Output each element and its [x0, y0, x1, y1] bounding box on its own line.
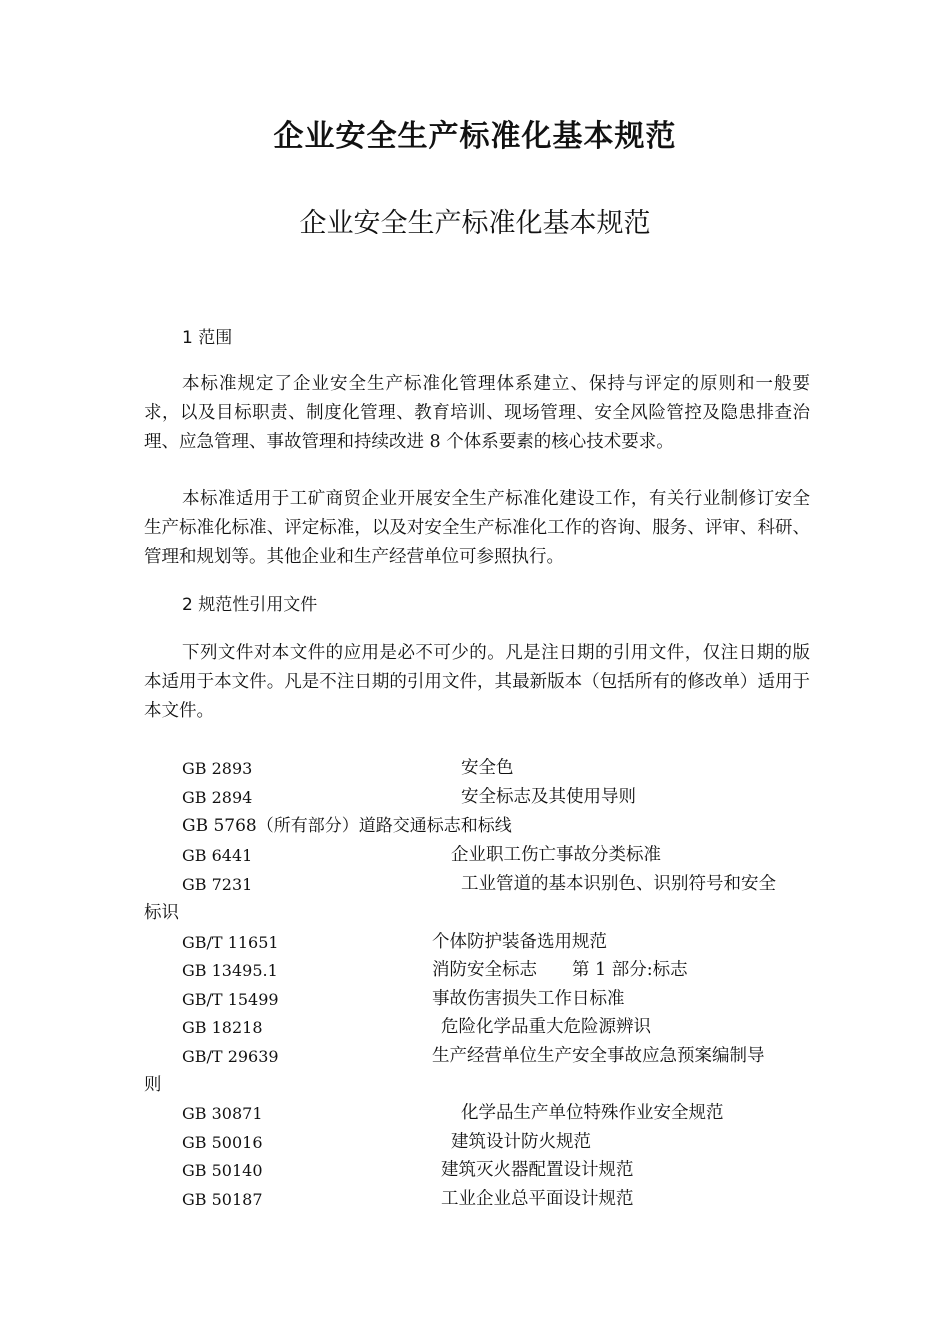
reference-code: GB 13495.1 [182, 961, 278, 980]
reference-item [182, 1156, 810, 1185]
reference-item [182, 928, 810, 957]
reference-item [182, 985, 810, 1014]
reference-title: 安全标志及其使用导则 [461, 787, 636, 807]
reference-code: GB/T 15499 [182, 990, 279, 1009]
document-subtitle: 企业安全生产标准化基本规范 [299, 208, 651, 239]
reference-code: GB 5768（所有部分）道路交通标志和标线 [182, 816, 512, 836]
reference-item [182, 1013, 810, 1042]
reference-code: GB 30871 [182, 1104, 263, 1123]
section-1-paragraph-2: 本标准适用于工矿商贸企业开展安全生产标准化建设工作，有关行业制修订安全生产标准化标准、评定标准，以及对安全生产标准化工作的咨询、服务、评审、科研、管理和规划等。其他企业和生产经营单位可参照执行。 [144, 489, 810, 567]
reference-code: GB/T 11651 [182, 933, 279, 952]
reference-item [182, 956, 810, 985]
reference-title: 危险化学品重大危险源辨识 [441, 1017, 651, 1037]
reference-title: 事故伤害损失工作日标准 [432, 989, 625, 1009]
reference-code: GB 6441 [182, 846, 253, 865]
reference-title: 化学品生产单位特殊作业安全规范 [461, 1103, 724, 1123]
reference-code: GB 7231 [182, 875, 253, 894]
reference-code: GB 50187 [182, 1190, 263, 1209]
reference-code: GB 50140 [182, 1161, 263, 1180]
reference-title: 工业管道的基本识别色、识别符号和安全 [461, 874, 776, 894]
reference-code: GB 2894 [182, 788, 253, 807]
reference-code: GB 18218 [182, 1018, 263, 1037]
reference-title: 个体防护装备选用规范 [432, 932, 607, 952]
reference-item [182, 841, 810, 870]
reference-title: 安全色 [461, 758, 514, 778]
reference-title: 建筑灭火器配置设计规范 [441, 1160, 634, 1180]
reference-item [182, 1042, 810, 1071]
reference-item [182, 812, 810, 841]
section-1-paragraph-1: 本标准规定了企业安全生产标准化管理体系建立、保持与评定的原则和一般要求，以及目标职责、制度化管理、教育培训、现场管理、安全风险管控及隐患排查治理、应急管理、事故管理和持续改进 8 个体系要素的核心技术要求。 [144, 374, 810, 452]
reference-title-continuation: 标识 [144, 903, 179, 923]
reference-title-continuation: 则 [144, 1075, 162, 1095]
section-2-paragraph: 下列文件对本文件的应用是必不可少的。凡是注日期的引用文件，仅注日期的版本适用于本文件。凡是不注日期的引用文件，其最新版本（包括所有的修改单）适用于本文件。 [144, 643, 810, 721]
reference-title: 企业职工伤亡事故分类标准 [451, 845, 661, 865]
reference-item [182, 1099, 810, 1128]
reference-code: GB 50016 [182, 1133, 263, 1152]
reference-item [182, 754, 810, 783]
reference-item [182, 1128, 810, 1157]
reference-title: 建筑设计防火规范 [451, 1132, 591, 1152]
reference-code: GB 2893 [182, 759, 253, 778]
document-title: 企业安全生产标准化基本规范 [273, 119, 677, 154]
reference-item [182, 1185, 810, 1214]
reference-item [182, 783, 810, 812]
reference-title: 消防安全标志 第 1 部分:标志 [432, 960, 688, 980]
reference-title: 工业企业总平面设计规范 [441, 1189, 634, 1209]
reference-item [182, 870, 810, 899]
reference-code: GB/T 29639 [182, 1047, 279, 1066]
section-2-heading: 2 规范性引用文件 [182, 595, 318, 615]
reference-title: 生产经营单位生产安全事故应急预案编制导 [432, 1046, 765, 1066]
section-1-heading: 1 范围 [182, 328, 233, 348]
